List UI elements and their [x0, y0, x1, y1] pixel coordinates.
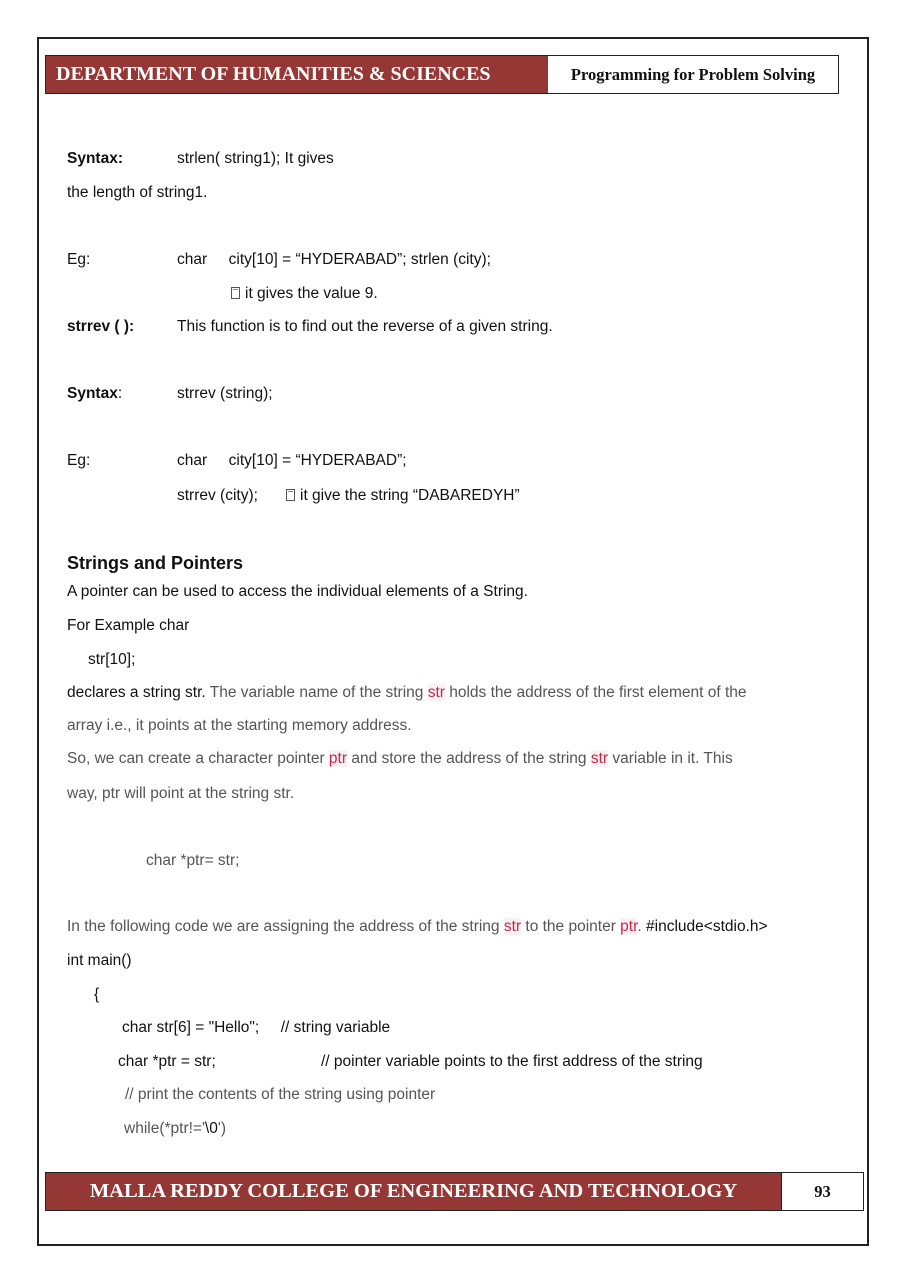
- p4-b: The variable name of the string: [205, 684, 428, 701]
- course-title: Programming for Problem Solving: [570, 64, 816, 84]
- paragraph-2: For Example char: [67, 617, 190, 634]
- paragraph-6: [67, 749, 733, 769]
- arrow-icon: [231, 287, 240, 299]
- example-code-2: char city[10] = “HYDERABAD”;: [177, 452, 407, 469]
- page-footer: [45, 1172, 864, 1211]
- code-comment: // print the contents of the string using pointer: [125, 1086, 436, 1103]
- code-highlight: ptr: [620, 918, 638, 935]
- paragraph-7: way, ptr will point at the string str.: [67, 785, 295, 802]
- example-result-2: [286, 486, 520, 506]
- college-name: MALLA REDDY COLLEGE OF ENGINEERING AND TECHNOLOGY: [46, 1173, 782, 1210]
- c6-b: \0: [204, 1120, 218, 1137]
- syntax-text: strlen( string1); It gives: [177, 150, 334, 167]
- code-str-decl: char str[6] = "Hello"; // string variable: [122, 1019, 391, 1036]
- p8-a: In the following code we are assigning the address of the string: [67, 918, 504, 935]
- c6-c: '): [217, 1120, 226, 1137]
- code-main: int main(): [67, 952, 132, 969]
- example-result-2-text: it give the string “DABAREDYH”: [300, 487, 520, 504]
- code-while: [124, 1119, 226, 1139]
- code-highlight: ptr: [328, 750, 348, 767]
- c6-a: while(*ptr!=': [124, 1120, 205, 1137]
- strrev-label: strrev ( ):: [67, 318, 135, 335]
- paragraph-3: str[10];: [88, 651, 136, 668]
- code-ptr-decl: char *ptr = str;: [118, 1053, 216, 1070]
- p4-c: holds the address of the first element of the: [444, 684, 747, 701]
- strrev-description: This function is to find out the reverse of a given string.: [177, 318, 553, 335]
- paragraph-8: [67, 917, 768, 937]
- code-ptr-comment: // pointer variable points to the first address of the string: [321, 1053, 703, 1070]
- code-highlight: str: [590, 750, 609, 767]
- example-code: char city[10] = “HYDERABAD”; strlen (city);: [177, 251, 491, 268]
- department-title: DEPARTMENT OF HUMANITIES & SCIENCES: [46, 56, 548, 93]
- code-line: char *ptr= str;: [146, 852, 240, 869]
- example-label-2: Eg:: [67, 452, 91, 469]
- syntax-label-2: [67, 384, 122, 404]
- page-number: 93: [814, 1181, 831, 1201]
- p4-a: declares a string str.: [67, 684, 206, 701]
- example-label: Eg:: [67, 251, 91, 268]
- syntax-text-2: strrev (string);: [177, 385, 273, 402]
- arrow-icon: [286, 489, 295, 501]
- p6-c: variable in it. This: [608, 750, 733, 767]
- code-brace: {: [94, 986, 100, 1003]
- paragraph-5: array i.e., it points at the starting memory address.: [67, 717, 412, 734]
- p6-b: and store the address of the string: [347, 750, 591, 767]
- paragraph-4: [67, 683, 747, 703]
- syntax-colon: :: [117, 385, 123, 402]
- p8-b: to the pointer: [521, 918, 621, 935]
- syntax-label: Syntax:: [67, 150, 123, 167]
- p6-a: So, we can create a character pointer: [67, 750, 329, 767]
- example-code-2b: strrev (city);: [177, 487, 258, 504]
- code-highlight: str: [503, 918, 522, 935]
- p8-c: .: [637, 918, 647, 935]
- example-result-text: it gives the value 9.: [245, 285, 378, 302]
- code-highlight: str: [427, 684, 445, 701]
- syntax-label-2-text: Syntax: [67, 385, 118, 402]
- page-header: [45, 55, 839, 94]
- paragraph-1: A pointer can be used to access the individual elements of a String.: [67, 583, 528, 600]
- p8-d: #include<stdio.h>: [646, 918, 768, 935]
- example-result: [231, 284, 378, 304]
- syntax-continuation: the length of string1.: [67, 184, 208, 201]
- section-heading: Strings and Pointers: [67, 553, 244, 573]
